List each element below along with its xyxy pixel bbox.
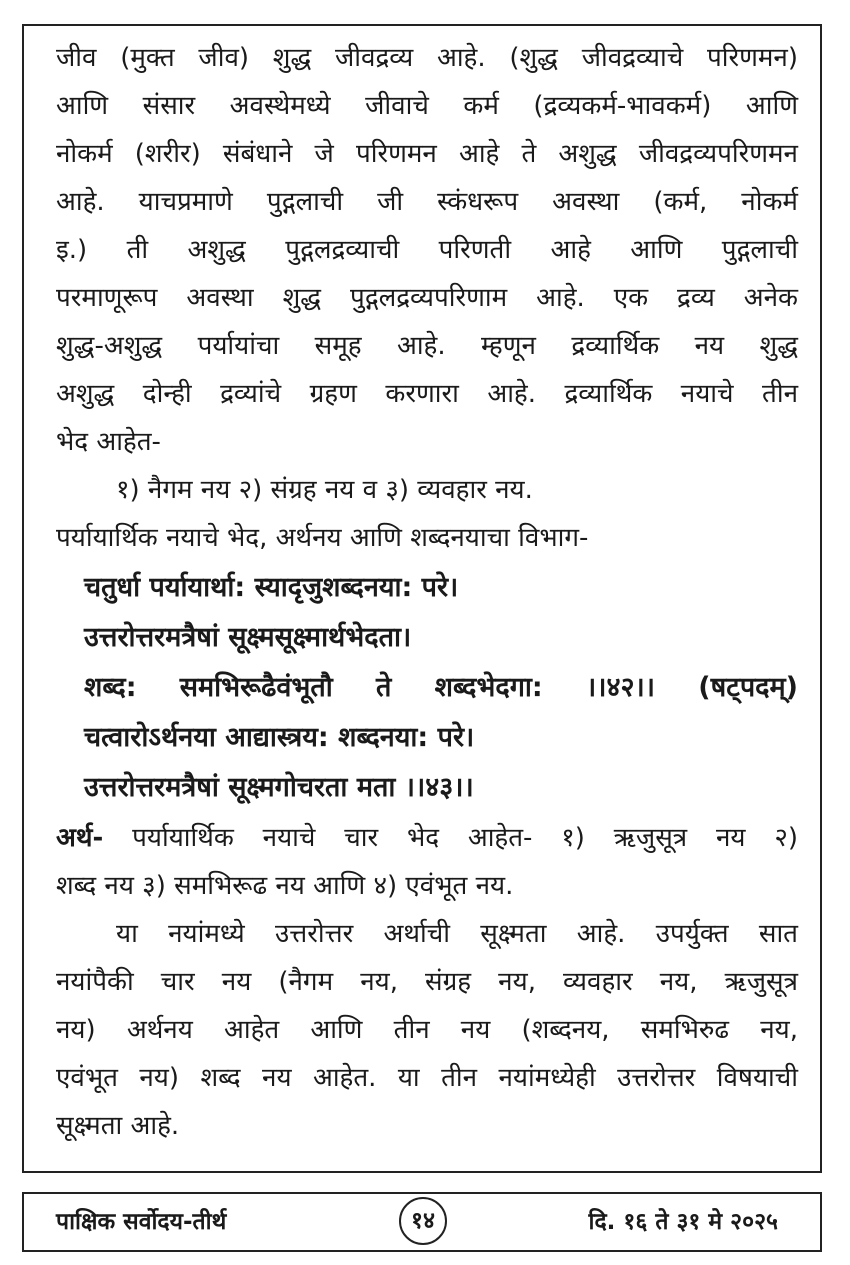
footer	[22, 1192, 822, 1252]
meaning-line-2: शब्द नय ३) समभिरूढ नय आणि ४) एवंभूत नय.	[56, 871, 514, 901]
verse-line-4: चत्वारोऽर्थनया आद्यास्त्रय: शब्दनया: परे।	[84, 722, 475, 753]
paragraph-line-4: आहे. याचप्रमाणे पुद्गलाची जी स्कंधरूप अवस्था (कर्म, नोकर्म	[56, 187, 798, 217]
meaning-text: पर्यायार्थिक नयाचे चार भेद आहेत- १) ऋजुसूत्र नय २)	[103, 823, 798, 853]
section-heading-line: पर्यायार्थिक नयाचे भेद, अर्थनय आणि शब्दनयाचा विभाग-	[56, 523, 589, 553]
paragraph2-line-2: नयांपैकी चार नय (नैगम नय, संग्रह नय, व्यवहार नय, ऋजुसूत्र	[56, 967, 798, 997]
paragraph2-line-1: या नयांमध्ये उत्तरोत्तर अर्थाची सूक्ष्मता आहे. उपर्युक्त सात	[116, 919, 798, 949]
paragraph2-line-4: एवंभूत नय) शब्द नय आहेत. या तीन नयांमध्येही उत्तरोत्तर विषयाची	[56, 1063, 798, 1093]
verse-line-1: चतुर्धा पर्यायार्था: स्यादृजुशब्दनया: परे।	[84, 572, 459, 603]
publication-title: पाक्षिक सर्वोदय-तीर्थ	[56, 1209, 227, 1235]
verse-line-3: शब्द: समभिरूढैवंभूतौ ते शब्दभेदगा: ।।४२।। (षट्पदम्)	[84, 672, 798, 703]
meaning-line-1	[56, 816, 798, 860]
naya-list-line: १) नैगम नय २) संग्रह नय व ३) व्यवहार नय.	[116, 475, 533, 505]
paragraph2-line-3: नय) अर्थनय आहेत आणि तीन नय (शब्दनय, समभिरुढ नय,	[56, 1015, 798, 1045]
paragraph-line-9: भेद आहेत-	[56, 427, 161, 457]
paragraph-line-1: जीव (मुक्त जीव) शुद्ध जीवद्रव्य आहे. (शुद्ध जीवद्रव्याचे परिणमन)	[56, 43, 798, 73]
paragraph-line-8: अशुद्ध दोन्ही द्रव्यांचे ग्रहण करणारा आहे. द्रव्यार्थिक नयाचे तीन	[56, 379, 798, 409]
paragraph-line-3: नोकर्म (शरीर) संबंधाने जे परिणमन आहे ते अशुद्ध जीवद्रव्यपरिणमन	[56, 139, 798, 169]
verse-line-2: उत्तरोत्तरमत्रैषां सूक्ष्मसूक्ष्मार्थभेदता।	[84, 622, 412, 653]
paragraph-line-2: आणि संसार अवस्थेमध्ये जीवाचे कर्म (द्रव्यकर्म-भावकर्म) आणि	[56, 91, 798, 121]
paragraph-line-7: शुद्ध-अशुद्ध पर्यायांचा समूह आहे. म्हणून द्रव्यार्थिक नय शुद्ध	[56, 331, 798, 361]
paragraph-line-6: परमाणूरूप अवस्था शुद्ध पुद्गलद्रव्यपरिणाम आहे. एक द्रव्य अनेक	[56, 283, 798, 313]
verse-line-5: उत्तरोत्तरमत्रैषां सूक्ष्मगोचरता मता ।।४३।।	[84, 772, 474, 803]
page-number: १४	[399, 1197, 447, 1245]
meaning-label: अर्थ-	[56, 823, 104, 853]
issue-date: दि. १६ ते ३१ मे २०२५	[588, 1209, 778, 1235]
paragraph2-line-5: सूक्ष्मता आहे.	[56, 1111, 180, 1141]
paragraph-line-5: इ.) ती अशुद्ध पुद्गलद्रव्याची परिणती आहे आणि पुद्गलाची	[56, 235, 798, 265]
